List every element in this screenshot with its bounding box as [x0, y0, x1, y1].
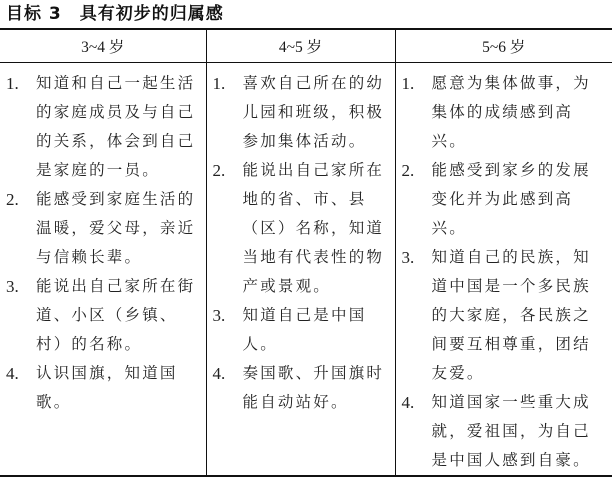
list-item	[207, 359, 395, 417]
item-number: 2.	[207, 156, 243, 301]
list-item	[0, 185, 206, 272]
item-number: 4.	[396, 388, 432, 475]
item-text: 喜欢自己所在的幼儿园和班级，积极参加集体活动。	[243, 69, 395, 156]
item-number: 4.	[0, 359, 36, 417]
header-age-5-6: 5~6 岁	[395, 29, 612, 63]
item-number: 2.	[0, 185, 36, 272]
item-text: 认识国旗，知道国歌。	[36, 359, 206, 417]
goal-text: 具有初步的归属感	[80, 4, 224, 24]
item-number: 1.	[0, 69, 36, 185]
list-item	[207, 156, 395, 301]
goals-table	[0, 28, 612, 477]
list-item	[396, 388, 612, 475]
list-item	[0, 69, 206, 185]
list-item	[396, 69, 612, 156]
list-item	[207, 69, 395, 156]
item-text: 知道国家一些重大成就，爱祖国，为自己是中国人感到自豪。	[432, 388, 612, 475]
list-item	[396, 243, 612, 388]
column-age-3-4	[0, 63, 206, 477]
item-number: 3.	[396, 243, 432, 388]
item-number: 3.	[0, 272, 36, 359]
list-item	[0, 359, 206, 417]
item-number: 2.	[396, 156, 432, 243]
header-age-3-4: 3~4 岁	[0, 29, 206, 63]
item-text: 知道自己是中国人。	[243, 301, 395, 359]
item-text: 能感受到家乡的发展变化并为此感到高兴。	[432, 156, 612, 243]
list-item	[0, 272, 206, 359]
content-row	[0, 63, 612, 477]
item-number: 1.	[396, 69, 432, 156]
item-text: 奏国歌、升国旗时能自动站好。	[243, 359, 395, 417]
item-text: 能感受到家庭生活的温暖，爱父母，亲近与信赖长辈。	[36, 185, 206, 272]
item-text: 能说出自己家所在街道、小区（乡镇、村）的名称。	[36, 272, 206, 359]
item-number: 3.	[207, 301, 243, 359]
list-item	[396, 156, 612, 243]
header-age-4-5: 4~5 岁	[206, 29, 395, 63]
column-age-4-5	[206, 63, 395, 477]
goal-list	[207, 69, 395, 417]
item-text: 知道和自己一起生活的家庭成员及与自己的关系，体会到自己是家庭的一员。	[36, 69, 206, 185]
item-text: 愿意为集体做事，为集体的成绩感到高兴。	[432, 69, 612, 156]
goal-label: 目标 3	[6, 4, 62, 24]
list-item	[207, 301, 395, 359]
item-number: 1.	[207, 69, 243, 156]
header-row	[0, 29, 612, 63]
column-age-5-6	[395, 63, 612, 477]
item-text: 知道自己的民族，知道中国是一个多民族的大家庭，各民族之间要互相尊重，团结友爱。	[432, 243, 612, 388]
section-title	[6, 2, 224, 26]
goal-list	[0, 69, 206, 417]
item-text: 能说出自己家所在地的省、市、县（区）名称，知道当地有代表性的物产或景观。	[243, 156, 395, 301]
goal-list	[396, 69, 612, 475]
item-number: 4.	[207, 359, 243, 417]
